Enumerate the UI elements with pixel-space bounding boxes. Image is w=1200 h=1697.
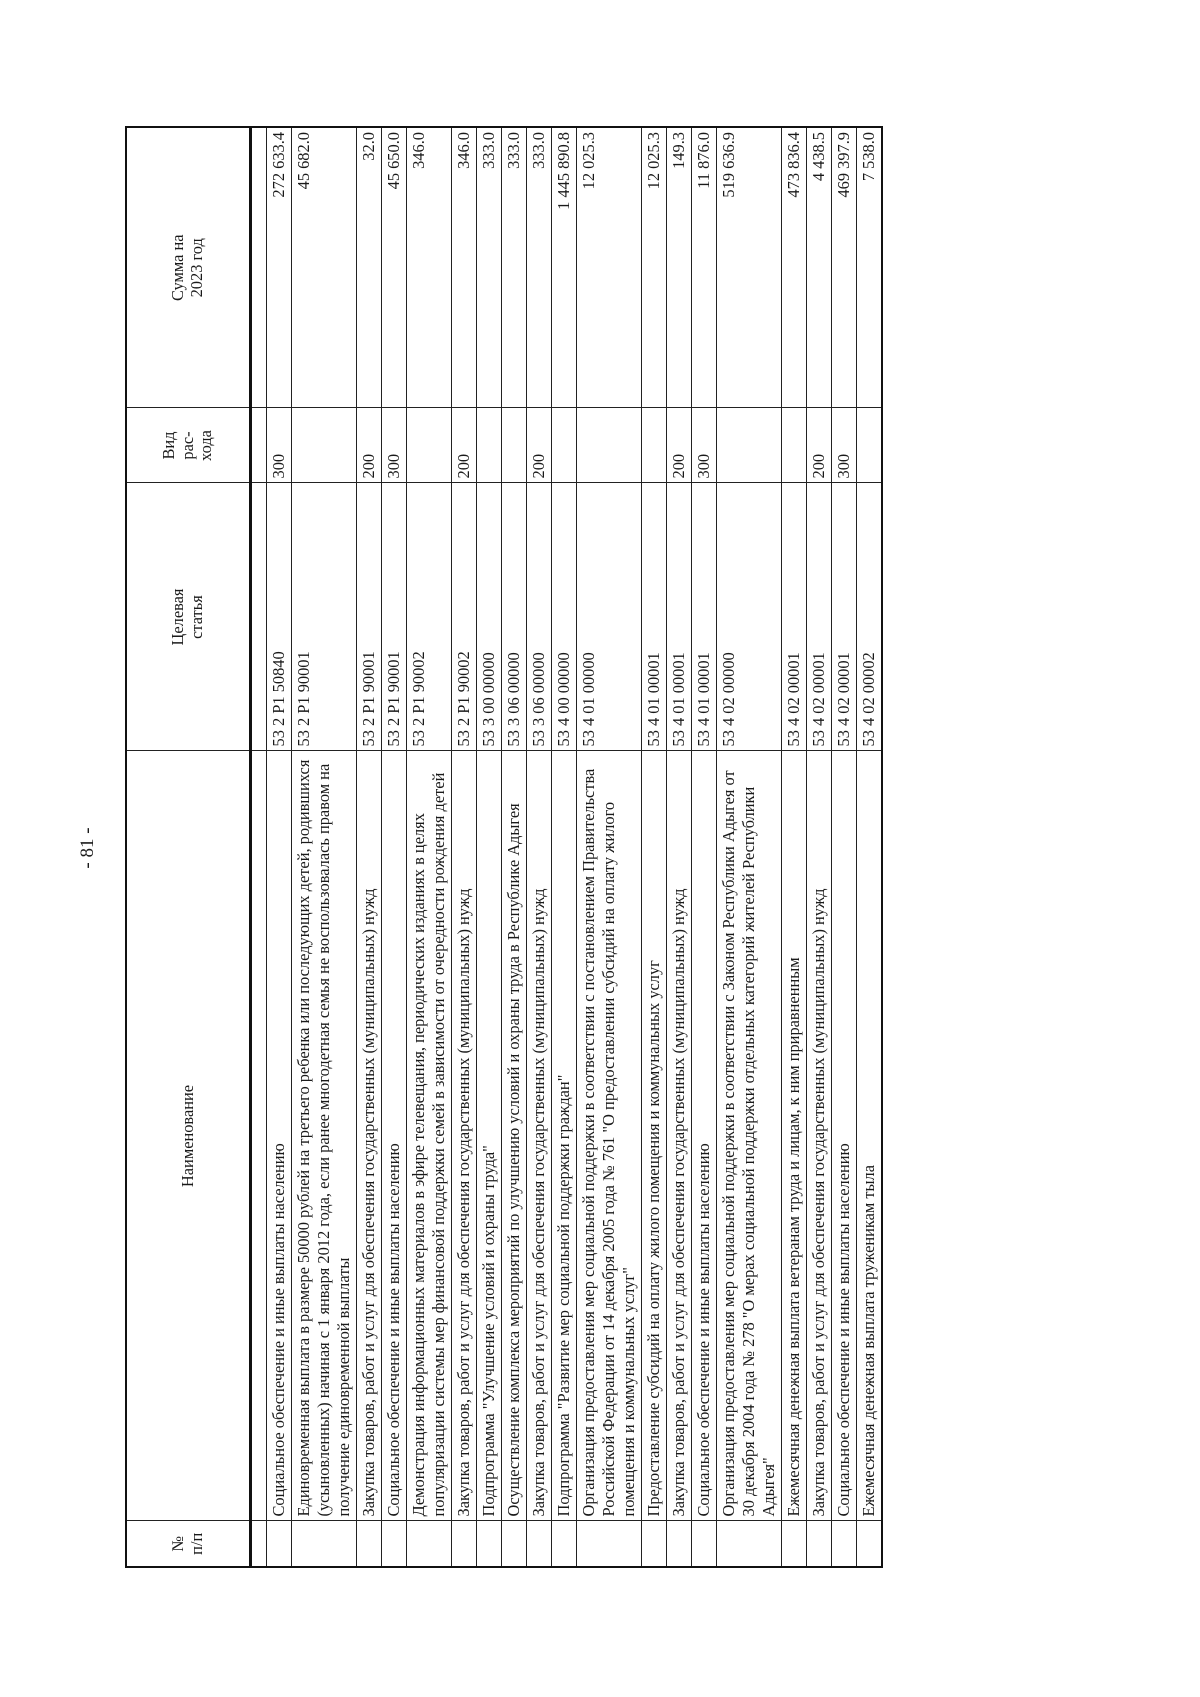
table-row (292, 127, 357, 1567)
row-vid-cell: 200 (357, 408, 382, 483)
row-code-cell: 53 2 P1 50840 (267, 483, 292, 751)
header-code-line1: Целевая (168, 588, 188, 646)
spacer-row (251, 127, 267, 1567)
table-row (552, 127, 577, 1567)
row-sum-cell: 469 397.9 (832, 127, 857, 408)
table-row (407, 127, 452, 1567)
row-number-cell (292, 1521, 357, 1567)
row-number-cell (382, 1521, 407, 1567)
header-no-line2: п/п (187, 1532, 206, 1555)
row-code-cell: 53 4 01 00001 (667, 483, 692, 751)
header-row (126, 127, 251, 1567)
row-sum-cell: 1 445 890.8 (552, 127, 577, 408)
header-vid-line1: Вид (158, 431, 178, 460)
row-number-cell (717, 1521, 782, 1567)
row-name-cell: Закупка товаров, работ и услуг для обеспечения государственных (муниципальных) нужд (807, 751, 832, 1521)
row-code-cell: 53 4 01 00001 (692, 483, 717, 751)
header-no (126, 1521, 251, 1567)
row-number-cell (477, 1521, 502, 1567)
row-number-cell (807, 1521, 832, 1567)
spacer-cell (251, 408, 267, 483)
row-number-cell (692, 1521, 717, 1567)
header-no-line1: № (168, 1535, 188, 1552)
row-vid-cell: 300 (832, 408, 857, 483)
row-sum-cell: 12 025.3 (577, 127, 642, 408)
row-sum-cell: 7 538.0 (857, 127, 883, 408)
row-code-cell: 53 4 02 00001 (832, 483, 857, 751)
row-code-cell: 53 4 02 00000 (717, 483, 782, 751)
row-name-cell: Закупка товаров, работ и услуг для обеспечения государственных (муниципальных) нужд (667, 751, 692, 1521)
row-code-cell: 53 2 P1 90002 (452, 483, 477, 751)
header-vid-line3: хода (196, 430, 216, 461)
row-name-cell: Социальное обеспечение и иные выплаты населению (692, 751, 717, 1521)
row-name-cell: Ежемесячная денежная выплата труженикам тыла (857, 751, 883, 1521)
row-name-cell: Единовременная выплата в размере 50000 рублей на третьего ребенка или последующих детей, родившихся (усыновленных) начиная с 1 января 2012 года, если ранее многодетная семья не воспользовалась правом на получение единовременной выплаты (292, 751, 357, 1521)
row-sum-cell: 333.0 (502, 127, 527, 408)
header-vid (126, 408, 251, 483)
header-sum-line2: 2023 год (187, 238, 206, 298)
row-vid-cell: 200 (452, 408, 477, 483)
row-sum-cell: 346.0 (452, 127, 477, 408)
row-sum-cell: 12 025.3 (642, 127, 667, 408)
row-sum-cell: 333.0 (477, 127, 502, 408)
row-code-cell: 53 3 06 00000 (527, 483, 552, 751)
row-vid-cell (717, 408, 782, 483)
row-vid-cell: 200 (527, 408, 552, 483)
row-code-cell: 53 2 P1 90001 (292, 483, 357, 751)
row-sum-cell: 45 682.0 (292, 127, 357, 408)
row-name-cell: Социальное обеспечение и иные выплаты населению (832, 751, 857, 1521)
row-number-cell (552, 1521, 577, 1567)
table-row (477, 127, 502, 1567)
row-name-cell: Организация предоставления мер социальной поддержки в соответствии с Законом Республики Адыгея от 30 декабря 2004 года № 278 "О мерах социальной поддержки отдельных категорий жителей Республики Адыгея" (717, 751, 782, 1521)
row-number-cell (642, 1521, 667, 1567)
row-name-cell: Закупка товаров, работ и услуг для обеспечения государственных (муниципальных) нужд (527, 751, 552, 1521)
row-vid-cell (292, 408, 357, 483)
row-vid-cell (502, 408, 527, 483)
table-row (577, 127, 642, 1567)
table-row (642, 127, 667, 1567)
row-code-cell: 53 3 00 00000 (477, 483, 502, 751)
row-number-cell (857, 1521, 883, 1567)
row-sum-cell: 149.3 (667, 127, 692, 408)
budget-table (125, 126, 883, 1568)
row-code-cell: 53 3 06 00000 (502, 483, 527, 751)
table-row (502, 127, 527, 1567)
row-number-cell (502, 1521, 527, 1567)
table-row (692, 127, 717, 1567)
row-sum-cell: 11 876.0 (692, 127, 717, 408)
row-name-cell: Осуществление комплекса мероприятий по улучшению условий и охраны труда в Республике Адыгея (502, 751, 527, 1521)
table-row (382, 127, 407, 1567)
row-name-cell: Демонстрация информационных материалов в эфире телевещания, периодических изданиях в целях популяризации системы мер финансовой поддержки семей в зависимости от очередности рождения детей (407, 751, 452, 1521)
row-number-cell (452, 1521, 477, 1567)
table-row (667, 127, 692, 1567)
row-vid-cell (577, 408, 642, 483)
row-vid-cell: 300 (692, 408, 717, 483)
row-code-cell: 53 4 01 00001 (642, 483, 667, 751)
row-vid-cell (477, 408, 502, 483)
row-code-cell: 53 4 00 00000 (552, 483, 577, 751)
row-sum-cell: 4 438.5 (807, 127, 832, 408)
row-name-cell: Закупка товаров, работ и услуг для обеспечения государственных (муниципальных) нужд (357, 751, 382, 1521)
row-number-cell (267, 1521, 292, 1567)
header-code-line2: статья (187, 595, 206, 639)
row-code-cell: 53 4 02 00002 (857, 483, 883, 751)
row-sum-cell: 32.0 (357, 127, 382, 408)
row-sum-cell: 272 633.4 (267, 127, 292, 408)
row-code-cell: 53 4 02 00001 (807, 483, 832, 751)
table-row (452, 127, 477, 1567)
row-number-cell (667, 1521, 692, 1567)
table-row (267, 127, 292, 1567)
row-vid-cell (642, 408, 667, 483)
table-row (357, 127, 382, 1567)
rotated-table-wrapper (125, 128, 1040, 1568)
row-name-cell: Подпрограмма "Улучшение условий и охраны труда" (477, 751, 502, 1521)
row-sum-cell: 45 650.0 (382, 127, 407, 408)
header-code (126, 483, 251, 751)
row-sum-cell: 333.0 (527, 127, 552, 408)
row-name-cell: Предоставление субсидий на оплату жилого помещения и коммунальных услуг (642, 751, 667, 1521)
table-body (251, 127, 883, 1567)
row-vid-cell: 300 (382, 408, 407, 483)
table-row (717, 127, 782, 1567)
row-name-cell: Социальное обеспечение и иные выплаты населению (382, 751, 407, 1521)
spacer-cell (251, 127, 267, 408)
row-number-cell (577, 1521, 642, 1567)
header-sum-line1: Сумма на (168, 234, 188, 302)
page-number: - 81 - (77, 827, 98, 869)
table-row (527, 127, 552, 1567)
table-row (782, 127, 807, 1567)
row-sum-cell: 519 636.9 (717, 127, 782, 408)
row-sum-cell: 473 836.4 (782, 127, 807, 408)
row-vid-cell: 300 (267, 408, 292, 483)
table-header (126, 127, 251, 1567)
table-row (807, 127, 832, 1567)
row-vid-cell (407, 408, 452, 483)
table-row (857, 127, 883, 1567)
row-number-cell (782, 1521, 807, 1567)
header-name (126, 751, 251, 1521)
row-vid-cell: 200 (807, 408, 832, 483)
row-number-cell (407, 1521, 452, 1567)
spacer-cell (251, 751, 267, 1521)
row-name-cell: Организация предоставления мер социальной поддержки в соответствии с постановлением Правительства Российской Федерации от 14 декабря 2005 года № 761 "О предоставлении субсидий на оплату жилого помещения и коммунальных услуг" (577, 751, 642, 1521)
spacer-cell (251, 483, 267, 751)
row-vid-cell (857, 408, 883, 483)
header-vid-line2: рас- (177, 431, 197, 460)
row-name-cell: Ежемесячная денежная выплата ветеранам труда и лицам, к ним приравненным (782, 751, 807, 1521)
table-row (832, 127, 857, 1567)
row-number-cell (832, 1521, 857, 1567)
header-name-text: Наименование (177, 1084, 197, 1188)
row-sum-cell: 346.0 (407, 127, 452, 408)
header-sum (126, 127, 251, 408)
spacer-cell (251, 1521, 267, 1567)
row-code-cell: 53 2 P1 90001 (357, 483, 382, 751)
row-name-cell: Подпрограмма "Развитие мер социальной поддержки граждан" (552, 751, 577, 1521)
row-vid-cell (552, 408, 577, 483)
row-code-cell: 53 2 P1 90001 (382, 483, 407, 751)
row-name-cell: Закупка товаров, работ и услуг для обеспечения государственных (муниципальных) нужд (452, 751, 477, 1521)
row-code-cell: 53 4 01 00000 (577, 483, 642, 751)
row-name-cell: Социальное обеспечение и иные выплаты населению (267, 751, 292, 1521)
row-code-cell: 53 4 02 00001 (782, 483, 807, 751)
row-number-cell (357, 1521, 382, 1567)
row-code-cell: 53 2 P1 90002 (407, 483, 452, 751)
row-number-cell (527, 1521, 552, 1567)
row-vid-cell: 200 (667, 408, 692, 483)
row-vid-cell (782, 408, 807, 483)
